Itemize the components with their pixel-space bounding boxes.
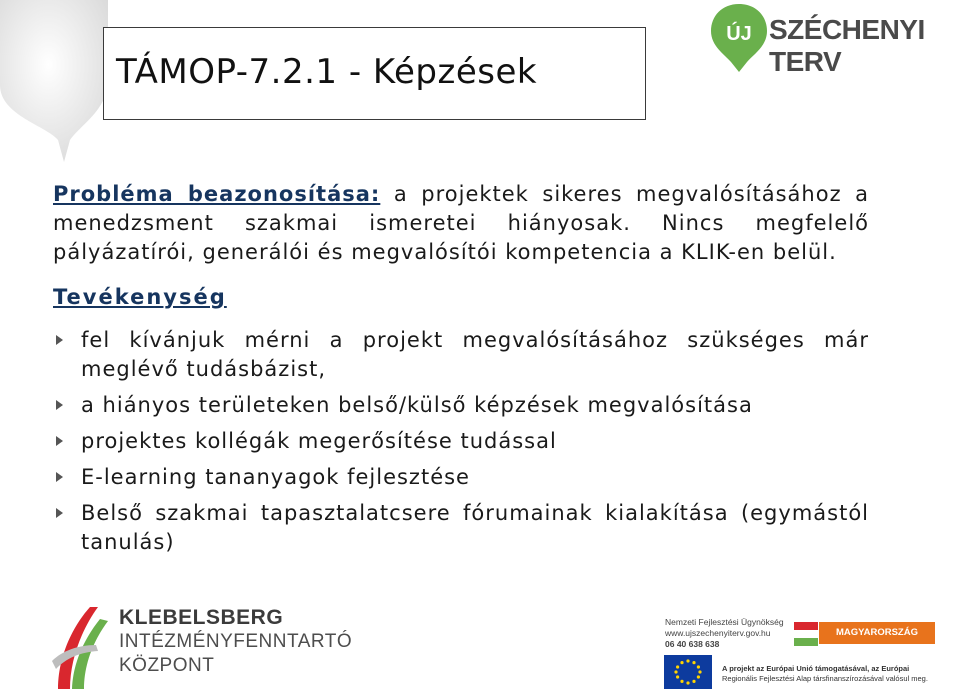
slide-title: TÁMOP-7.2.1 - Képzések [116,52,538,92]
klebelsberg-logo-text [119,606,352,678]
nfu-name: Nemzeti Fejlesztési Ügynökség [665,617,784,627]
list-item-text: projektes kollégák megerősítése tudással [81,429,557,453]
hungarian-flag-icon [794,622,818,646]
nfu-phone: 06 40 638 638 [665,639,720,649]
eu-note-line2: Regionális Fejlesztési Alap társfinanszírozásával valósul meg. [722,674,928,683]
bullet-arrow-icon [56,335,63,345]
szechenyi-terv-text: SZÉCHENYI TERV [769,14,925,77]
eu-flag-icon [664,655,712,689]
list-item [53,463,869,492]
klik-line3: KÖZPONT [119,655,215,676]
activity-list [53,326,869,557]
list-item-text: E-learning tananyagok fejlesztése [81,465,470,489]
nfu-url: www.ujszechenyiterv.gov.hu [665,628,771,638]
problem-paragraph [53,180,869,267]
problem-label: Probléma beazonosítása: [53,182,381,206]
list-item [53,499,869,557]
problem-text: a projektek sikeres megvalósításához a menedzsment szakmai ismeretei hiányosak. Nincs megfelelő pályázatírói, generálói és megvalósítói kompetencia a KLIK-en belül. [53,182,870,264]
eu-funding-note [722,664,952,684]
list-item [53,391,869,420]
activity-heading: Tevékenység [53,285,227,309]
list-item-text: Belső szakmai tapasztalatcsere fórumainak kialakítása (egymástól tanulás) [81,501,869,554]
list-item [53,427,869,456]
bullet-arrow-icon [56,472,63,482]
nfu-info [665,617,784,650]
klik-line1: KLEBELSBERG [119,606,284,629]
decorative-balloon-shape [0,0,108,162]
list-item-text: fel kívánjuk mérni a projekt megvalósításához szükséges már meglévő tudásbázist, [81,328,869,381]
list-item [53,326,869,384]
title-box [103,27,646,120]
slide-content [53,180,869,564]
bullet-arrow-icon [56,436,63,446]
klik-line2: INTÉZMÉNYFENNTARTÓ [119,631,353,652]
bullet-arrow-icon [56,400,63,410]
logo-icon-text: ÚJ [726,23,752,45]
magyarorszag-megujul-badge: MAGYARORSZÁG MEGÚJUL [819,622,935,644]
eu-note-line1: A projekt az Európai Unió támogatásával, az Európai [722,664,910,673]
list-item-text: a hiányos területeken belső/külső képzések megvalósítása [81,393,753,417]
bullet-arrow-icon [56,508,63,518]
